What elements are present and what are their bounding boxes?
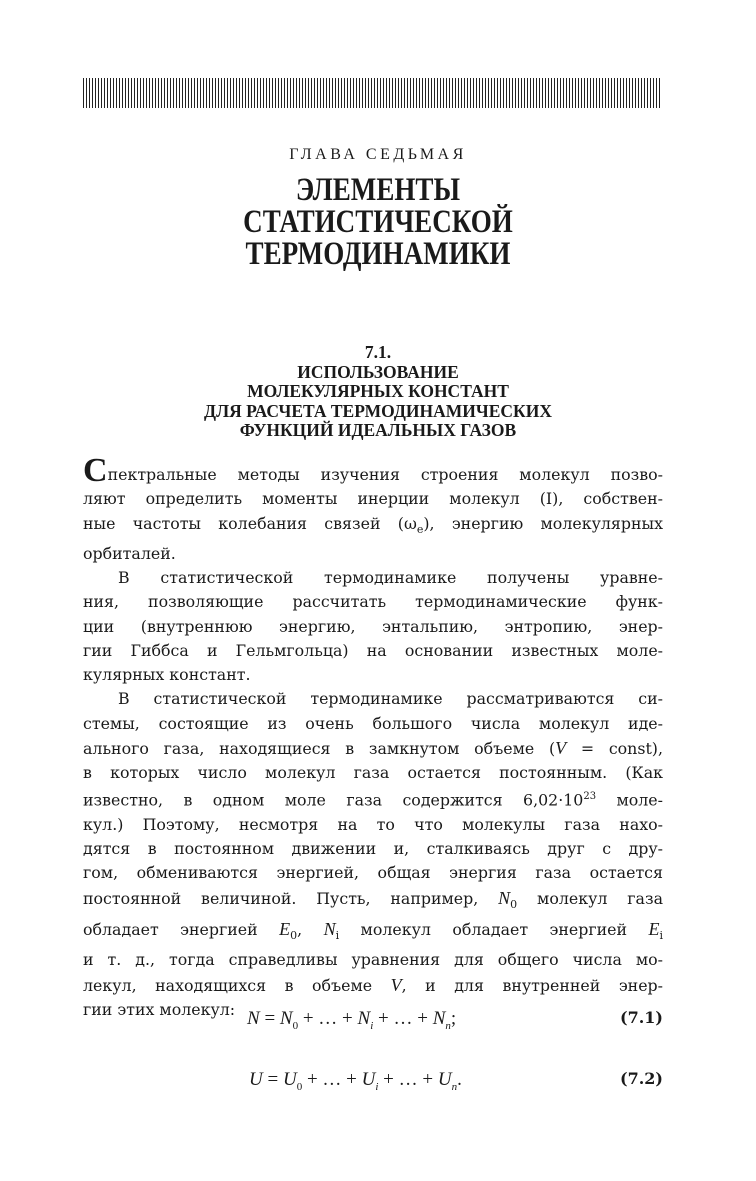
text-line: постоянной величиной. Пусть, например, $N_0$ молекул газа [83, 887, 663, 911]
text-line: ляют определить моменты инерции молекул (I), собствен- [83, 489, 663, 509]
text-line: В статистической термодинамике получены уравне- [118, 568, 663, 588]
equation-7-1 [83, 1008, 663, 1038]
section-title-line: ФУНКЦИЙ ИДЕАЛЬНЫХ ГАЗОВ [239, 420, 517, 440]
text-line: известно, в одном моле газа содержится $6,02\cdot 10^{23}$ моле- [83, 790, 663, 810]
text-line: В статистической термодинамике рассматриваются си- [118, 689, 663, 709]
text-line: ния, позволяющие рассчитать термодинамические функ- [83, 592, 663, 612]
equation-number: (7.1) [620, 1008, 663, 1027]
section-heading [0, 343, 756, 441]
chapter-title [0, 174, 756, 270]
text-line: кул.) Поэтому, несмотря на то что молекулы газа нахо- [83, 814, 663, 834]
text-line: обладает энергией $E_0$, $N_i$ молекул обладает энергией $E_i$ [83, 919, 664, 943]
text-line: ции (внутреннюю энергию, энтальпию, энтропию, энер- [83, 616, 663, 636]
equation-body: $N = N_0$ + … + $N_i$ + … + $N_n$; [247, 1008, 457, 1032]
text-line: ального газа, находящиеся в замкнутом объеме (V = const), [83, 737, 663, 758]
text-line: ные частоты колебания связей $(\omega_e)$, энергию молекулярных [83, 513, 663, 536]
text-line: кулярных констант. [83, 665, 251, 685]
chapter-title-line: СТАТИСТИЧЕСКОЙ [243, 204, 513, 240]
equation-body: $U = U_0$ + … + $U_i$ + … + $U_n$. [249, 1069, 462, 1093]
text-line: стемы, состоящие из очень большого числа молекул иде- [83, 713, 663, 733]
text-line: Спектральные методы изучения строения молекул позво- [83, 452, 663, 489]
chapter-title-line: ЭЛЕМЕНТЫ [295, 172, 461, 208]
section-title-line: ИСПОЛЬЗОВАНИЕ [297, 361, 459, 382]
text-line: гии этих молекул: [83, 999, 236, 1019]
section-title-line: ДЛЯ РАСЧЕТА ТЕРМОДИНАМИЧЕСКИХ [204, 400, 552, 421]
text-line: гом, обмениваются энергией, общая энергия газа остается [83, 863, 663, 883]
chapter-title-line: ТЕРМОДИНАМИКИ [245, 236, 511, 272]
text-line: орбиталей. [83, 543, 176, 563]
equation-number: (7.2) [620, 1069, 663, 1088]
text-line: в которых число молекул газа остается постоянным. (Как [83, 763, 663, 783]
section-title-line: МОЛЕКУЛЯРНЫХ КОНСТАНТ [247, 381, 509, 401]
body-text [83, 452, 664, 1022]
equation-7-2 [83, 1069, 663, 1099]
text-line: дятся в постоянном движении и, сталкиваясь друг с дру- [83, 839, 663, 859]
text-line: гии Гиббса и Гельмгольца) на основании известных моле- [83, 640, 663, 660]
text-line: и т. д., тогда справедливы уравнения для общего числа мо- [83, 950, 663, 970]
text-line: лекул, находящихся в объеме V, и для внутренней энер- [83, 974, 663, 995]
drop-cap: С [83, 452, 108, 489]
chapter-label: ГЛАВА СЕДЬМАЯ [289, 146, 467, 163]
header-rule [83, 78, 661, 108]
section-number: 7.1. [364, 342, 392, 362]
